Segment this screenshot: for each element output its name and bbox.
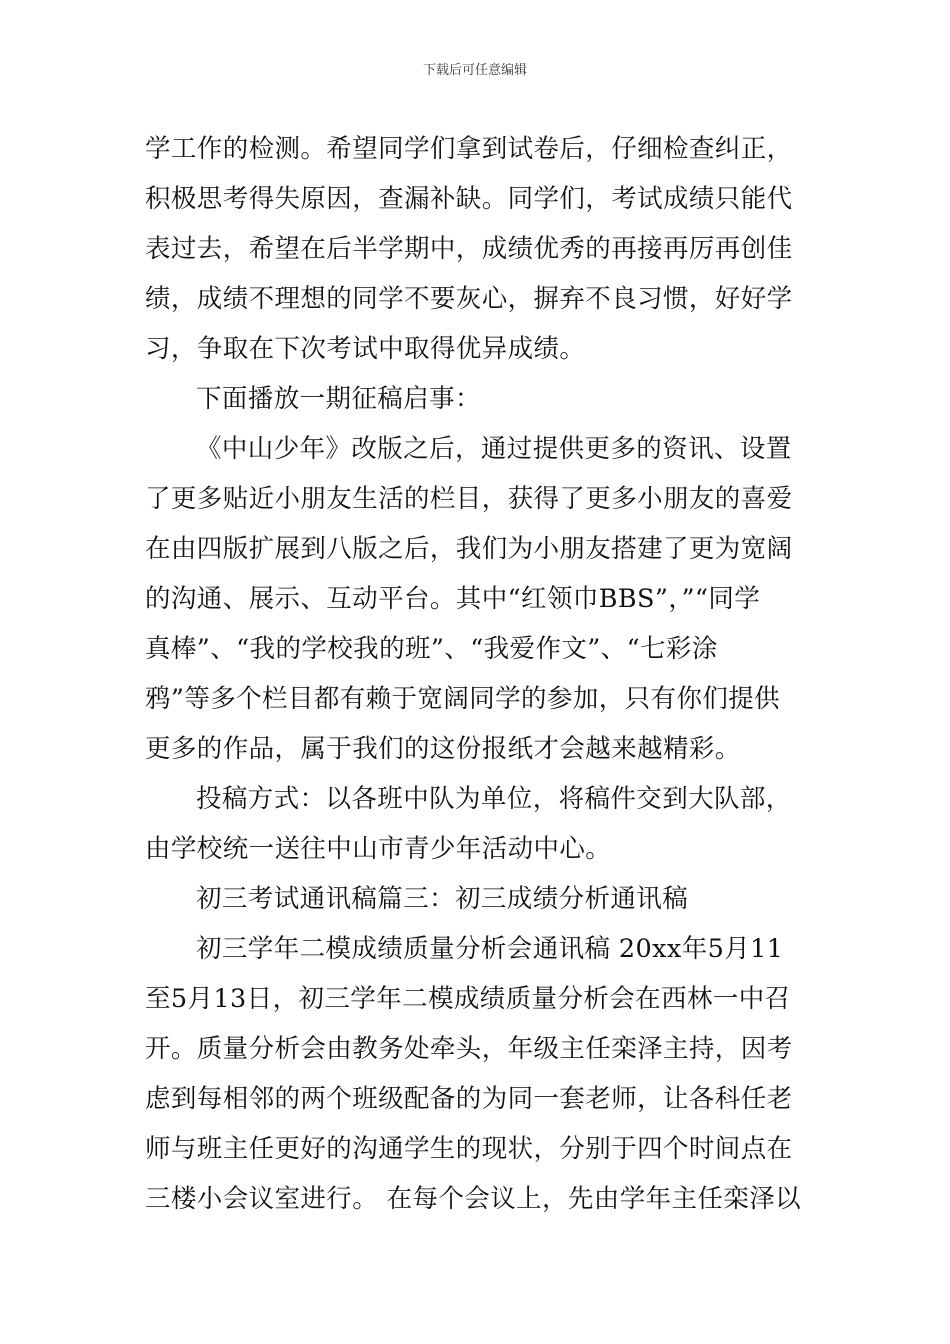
text-line: 下面播放一期征稿启事：	[196, 384, 481, 414]
text-line: 的沟通、展示、互动平台。其中“红领巾BBS”，”“同学	[145, 584, 761, 614]
text-line: 积极思考得失原因，查漏补缺。同学们，考试成绩只能代	[145, 184, 793, 214]
text-line: 师与班主任更好的沟通学生的现状，分别于四个时间点在	[145, 1134, 793, 1164]
text-line: 绩，成绩不理想的同学不要灰心，摒弃不良习惯，好好学	[145, 284, 793, 314]
text-line: 鸦”等多个栏目都有赖于宽阔同学的参加，只有你们提供	[145, 684, 781, 714]
text-line: 至5月13日，初三学年二模成绩质量分析会在西林一中召	[145, 984, 791, 1014]
text-line: 表过去，希望在后半学期中，成绩优秀的再接再厉再创佳	[145, 234, 793, 264]
text-line: 开。质量分析会由教务处牵头，年级主任栾泽主持，因考	[145, 1034, 793, 1064]
section-heading: 初三考试通讯稿篇三：初三成绩分析通讯稿	[196, 884, 689, 914]
text-line: 学工作的检测。希望同学们拿到试卷后，仔细检查纠正，	[145, 134, 793, 164]
text-line: 《中山少年》改版之后，通过提供更多的资讯、设置	[196, 434, 792, 464]
text-line: 投稿方式：以各班中队为单位，将稿件交到大队部，	[196, 784, 792, 814]
text-line: 初三学年二模成绩质量分析会通讯稿 20xx年5月11	[196, 934, 784, 964]
text-line: 虑到每相邻的两个班级配备的为同一套老师，让各科任老	[145, 1084, 793, 1114]
text-line: 习，争取在下次考试中取得优异成绩。	[145, 334, 586, 364]
text-line: 真棒”、“我的学校我的班”、“我爱作文”、“七彩涂	[145, 634, 718, 664]
text-line: 三楼小会议室进行。 在每个会议上，先由学年主任栾泽以	[145, 1184, 802, 1214]
text-line: 由学校统一送往中山市青少年活动中心。	[145, 834, 612, 864]
text-line: 在由四版扩展到八版之后，我们为小朋友搭建了更为宽阔	[145, 534, 793, 564]
text-line: 更多的作品，属于我们的这份报纸才会越来越精彩。	[145, 734, 741, 764]
page-header-note: 下载后可任意编辑	[422, 63, 527, 78]
text-line: 了更多贴近小朋友生活的栏目，获得了更多小朋友的喜爱	[145, 484, 793, 514]
